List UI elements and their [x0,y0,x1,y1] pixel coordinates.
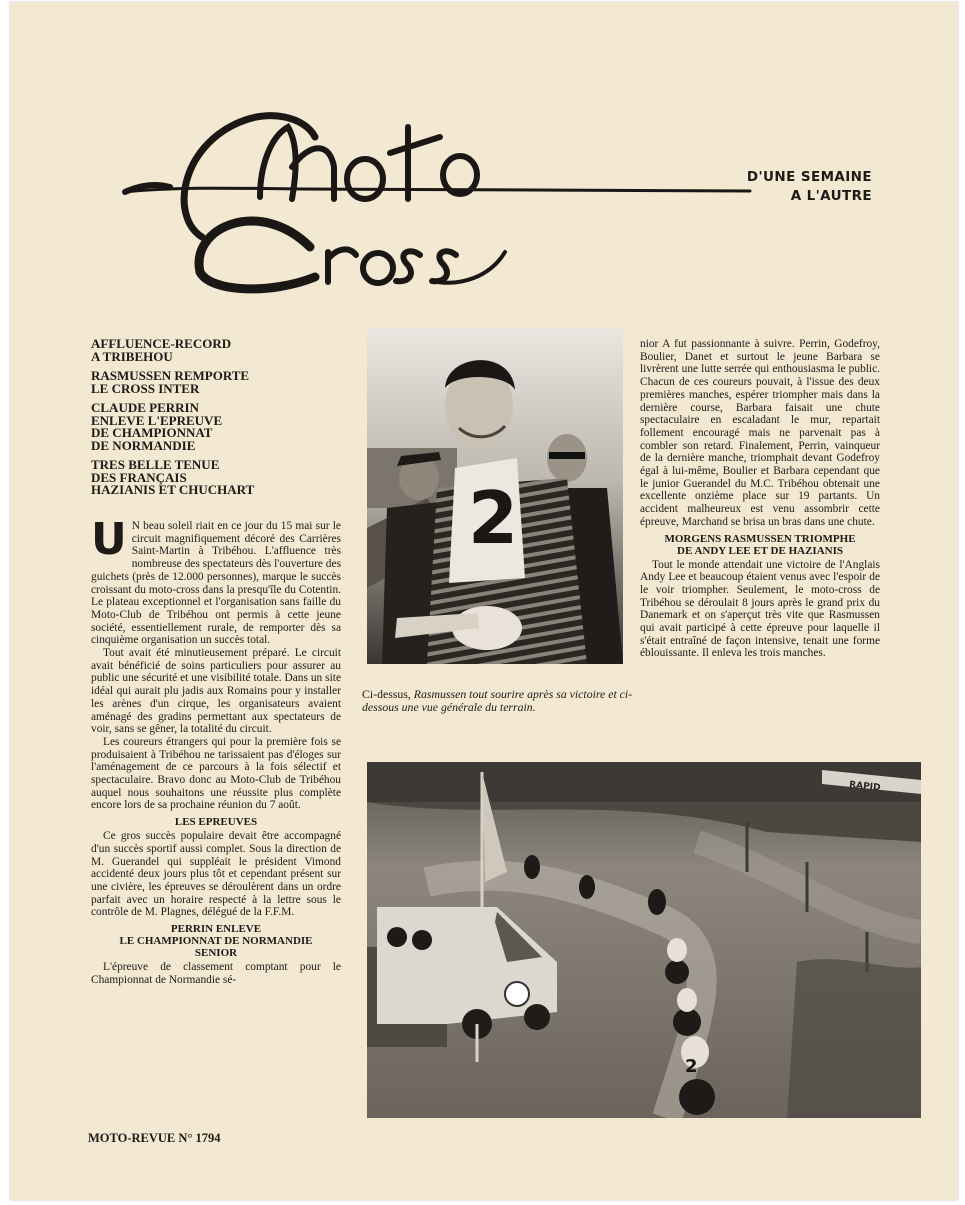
tagline [732,168,872,206]
caption-text: Rasmussen tout sourire après sa victoire et ci-dessous une vue générale du terrain. [362,687,633,714]
subheading-perrin: PERRIN ENLEVE LE CHAMPIONNAT DE NORMANDIE SENIOR [119,923,313,960]
logo-text: Moto Cross [110,87,115,88]
caption-lead: Ci-dessus, [362,687,411,701]
article-paragraph-3: Les coureurs étrangers qui pour la première fois se produisaient à Tribéhou ne tarissaient pas d'éloges sur l'aménagement de ce parcours à la fois sélectif et spectaculaire. Bravo donc au Moto-Club de Tribéhou auquel nous souhaitons une réussite plus complète encore lors de sa prochaine réunion du 7 août. [91,735,341,812]
headline-rasmussen: RASMUSSEN REMPORTE LE CROSS INTER [91,368,250,396]
magazine-footer: MOTO-REVUE N° 1794 [88,1131,221,1145]
article-paragraph-1 [91,514,341,647]
photo-rasmussen-portrait [367,328,623,664]
headlines-block [91,338,361,504]
photo-terrain-view [367,762,921,1118]
article-paragraph-4: Ce gros succès populaire devait être accompagné d'un succès sportif aussi complet. Sous la direction de M. Guerandel qui suppléait le président Vimond accidenté deux jours plus tôt et cependant présent sur une civière, les épreuves se déroulèrent dans un ordre parfait avec un horaire respecté à la lettre sous le contrôle de M. Plagnes, délégué de la F.F.M. [91,830,341,919]
article-paragraph-5: L'épreuve de classement comptant pour le Championnat de Normandie sé- [91,961,341,986]
subheading-rasmussen: MORGENS RASMUSSEN TRIOMPHE DE ANDY LEE ET DE HAZIANIS [664,532,856,557]
article-column-right [640,338,880,660]
tagline-line-1: D'UNE SEMAINE [746,169,872,185]
moto-cross-logo [110,87,810,302]
headline-affluence: AFFLUENCE-RECORD A TRIBEHOU [91,336,232,364]
drop-cap: U [91,514,127,565]
photo-caption [362,688,634,714]
portrait-bib-number: 2 [468,476,519,560]
headline-perrin: CLAUDE PERRIN ENLEVE L'EPREUVE DE CHAMPIONNAT DE NORMANDIE [91,400,223,453]
article-paragraph-6: nior A fut passionnante à suivre. Perrin, Godefroy, Boulier, Danet et surtout le jeune Barbara se livrèrent une lutte serrée qui enthousiasma le public. Chacun de ces coureurs pouvait, à l'issue des deux premières manches, espérer triompher mais dans la dernière course, Barbara faisait une chute spectaculaire en escaladant le mur, repartait follement encouragé mais ne parvenait pas à combler son retard. Finalement, Perrin, vainqueur de la dernière manche, triomphait devant Godefroy égal à lui-même, Boulier et Barbara cependant que le junior Guerandel du M.C. Tribéhou obtenait une excellente onzième place sur 19 partants. Un accident malheureux est venu assombrir cette épreuve, Marchand se brisa un bras dans une chute. [640,338,880,528]
logo-lettering [125,116,750,289]
rider-bib-number: 2 [685,1056,698,1077]
portrait-image [367,328,623,664]
banner-text: RAPID [848,780,881,794]
article-paragraph-7: Tout le monde attendait une victoire de l'Anglais Andy Lee et beaucoup étaient venus avec l'espoir de le voir triompher. Seulement, le moto-cross de Tribéhou se déroulait 8 jours après le grand prix du Danemark et on s'aperçut très vite que Rasmussen qui avait participé à cette épreuve pour laquelle il s'était entraîné de façon intensive, tenait une forme éblouissante. Il enleva les trois manches. [640,558,880,660]
article-paragraph-2: Tout avait été minutieusement préparé. Le circuit avait bénéficié de soins particuliers pour assurer au public une sécurité et une visibilité totale. Dans un site idéal qui aurait plu jadis aux Romains pour y installer les arènes d'un cirque, les organisateurs avaient aménagé des gradins permettant aux spectateurs de voir, sans se gêner, la totalité du circuit. [91,647,341,736]
headline-francais: TRES BELLE TENUE DES FRANÇAIS HAZIANIS ET CHUCHART [91,457,255,497]
article-column-left [91,514,341,987]
magazine-page [10,2,958,1200]
tagline-line-2: A L'AUTRE [790,188,872,204]
article-paragraph-1-text: N beau soleil riait en ce jour du 15 mai sur le circuit magnifiquement décoré des Carrières Saint-Martin à Tribéhou. L'affluence très nombreuse des spectateurs dès l'ouverture des guichets (près de 12.000 personnes), marque le succès croissant du moto-cross dans la presqu'île du Cotentin. Le plateau exceptionnel et l'organisation sans faille du Moto-Club de Tribéhou ont permis à cette jeune société, essentiellement rurale, de remporter dès sa cinquième organisation un succès total. [91,520,341,647]
terrain-image [367,762,921,1118]
subheading-epreuves: LES EPREUVES [174,816,258,829]
